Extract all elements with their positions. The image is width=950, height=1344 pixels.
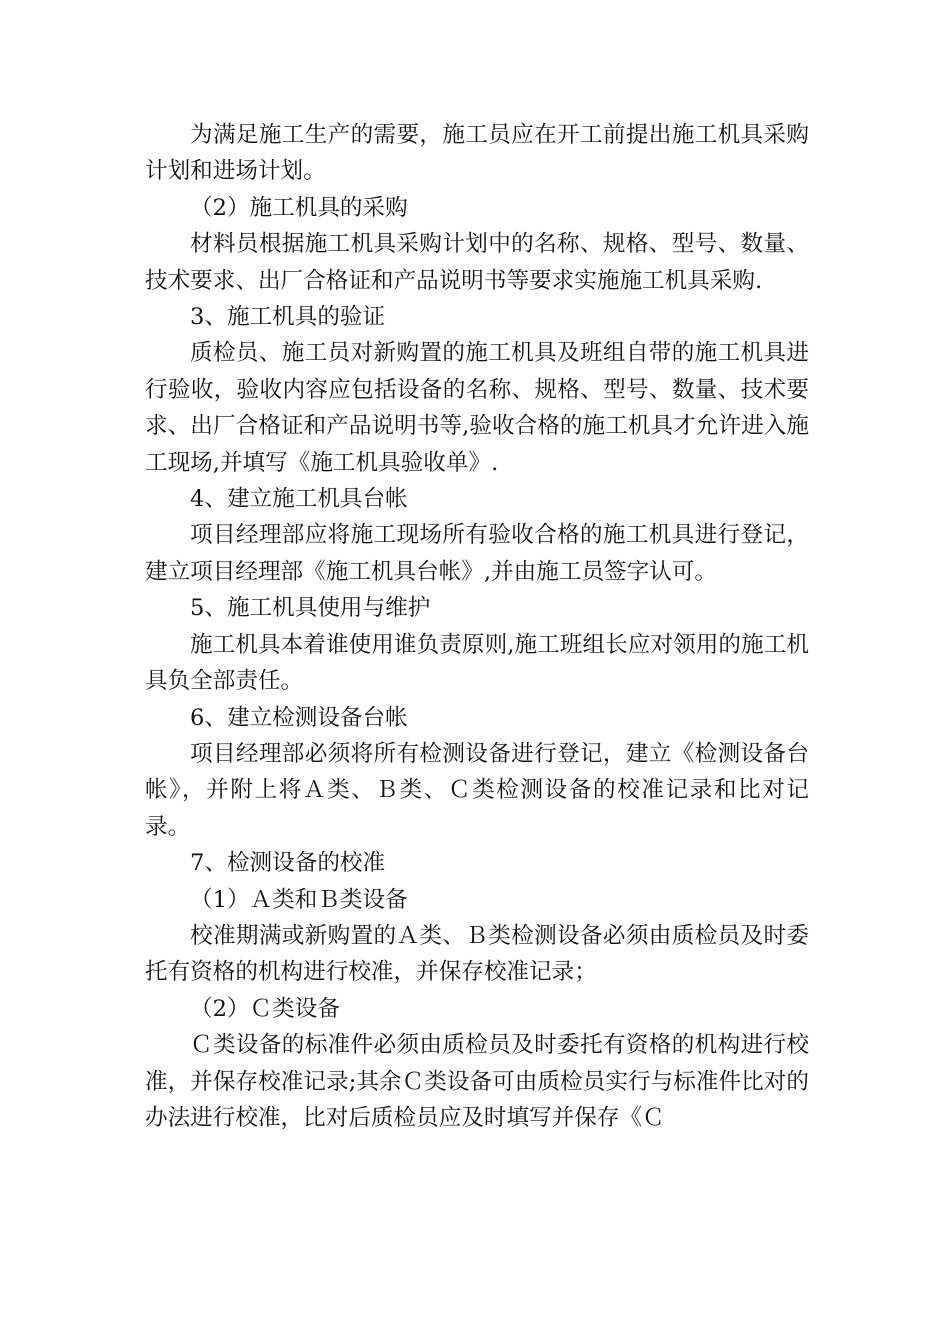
paragraph: 质检员、施工员对新购置的施工机具及班组自带的施工机具进行验收，验收内容应包括设备的名称、规格、型号、数量、技术要求、出厂合格证和产品说明书等,验收合格的施工机具才允许进入施工现场,并填写《施工机具验收单》. bbox=[145, 340, 809, 476]
section-heading: 3、施工机具的验证 bbox=[190, 304, 386, 331]
paragraph: 校准期满或新购置的Ａ类、Ｂ类检测设备必须由质检员及时委托有资格的机构进行校准，并保存校准记录； bbox=[145, 922, 809, 986]
section-heading: 5、施工机具使用与维护 bbox=[190, 595, 431, 622]
paragraph: 施工机具本着谁使用谁负责原则,施工班组长应对领用的施工机具负全部责任。 bbox=[145, 631, 809, 695]
section-heading: （2）施工机具的采购 bbox=[190, 194, 408, 221]
section-heading: 7、检测设备的校准 bbox=[190, 850, 386, 877]
section-heading: 6、建立检测设备台帐 bbox=[190, 704, 408, 731]
subsection-heading: （2）Ｃ类设备 bbox=[190, 995, 340, 1022]
paragraph: Ｃ类设备的标准件必须由质检员及时委托有资格的机构进行校准，并保存校准记录;其余Ｃ类设备可由质检员实行与标准件比对的办法进行校准，比对后质检员应及时填写并保存《Ｃ bbox=[145, 1032, 809, 1131]
paragraph: 项目经理部必须将所有检测设备进行登记，建立《检测设备台帐》，并附上将Ａ类、Ｂ类、Ｃ类检测设备的校准记录和比对记录。 bbox=[145, 740, 809, 840]
section-heading: 4、建立施工机具台帐 bbox=[190, 486, 408, 513]
subsection-heading: （1）Ａ类和Ｂ类设备 bbox=[190, 886, 408, 913]
paragraph: 项目经理部应将施工现场所有验收合格的施工机具进行登记，建立项目经理部《施工机具台帐》,并由施工员签字认可。 bbox=[145, 522, 809, 585]
document-body bbox=[145, 117, 809, 1136]
paragraph: 为满足施工生产的需要，施工员应在开工前提出施工机具采购计划和进场计划。 bbox=[145, 122, 809, 185]
paragraph: 材料员根据施工机具采购计划中的名称、规格、型号、数量、技术要求、出厂合格证和产品说明书等要求实施施工机具采购. bbox=[145, 231, 809, 294]
